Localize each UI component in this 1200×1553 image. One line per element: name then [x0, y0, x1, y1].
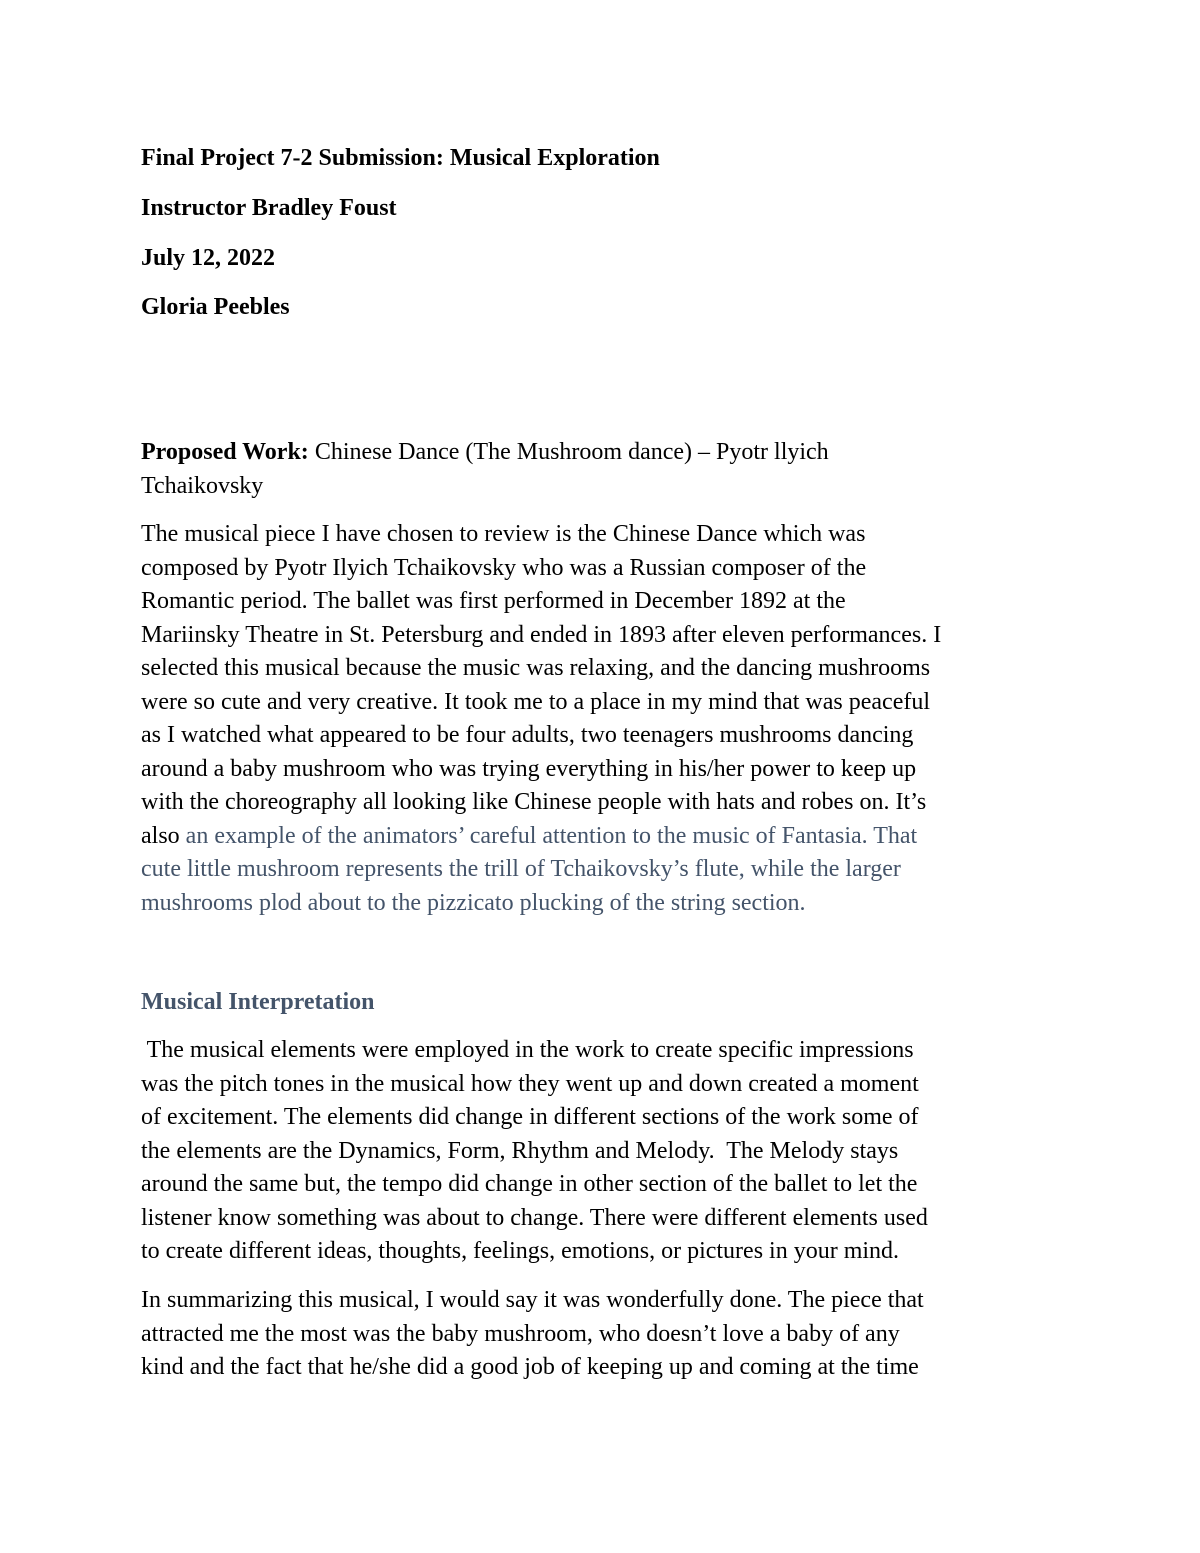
proposed-work-line-2: Tchaikovsky [141, 472, 264, 499]
review-paragraph [141, 518, 1071, 920]
paragraph-line-mixed [141, 820, 1071, 854]
proposed-work-line-1 [141, 436, 1071, 470]
paragraph-line: The musical elements were employed in the work to create specific impressions [141, 1037, 914, 1063]
paragraph-line: selected this musical because the music was relaxing, and the dancing mushrooms [141, 655, 931, 681]
paragraph-line: around the same but, the tempo did change in other section of the ballet to let the [141, 1171, 918, 1197]
instructor-line: Instructor Bradley Foust [141, 195, 397, 221]
paragraph-line: of excitement. The elements did change in different sections of the work some of [141, 1104, 919, 1130]
paragraph-line: listener know something was about to change. There were different elements used [141, 1204, 928, 1231]
section-heading-musical-interpretation: Musical Interpretation [141, 989, 375, 1015]
paragraph-line: The musical piece I have chosen to review is the Chinese Dance which was [141, 521, 866, 547]
paragraph-line: was the pitch tones in the musical how they went up and down created a moment [141, 1070, 919, 1097]
paragraph-line: kind and the fact that he/she did a good job of keeping up and coming at the time [141, 1354, 919, 1380]
author-line: Gloria Peebles [141, 294, 290, 320]
document-title: Final Project 7-2 Submission: Musical Exploration [141, 145, 660, 171]
proposed-work-paragraph [141, 436, 1071, 503]
summary-paragraph [141, 1284, 1071, 1385]
paragraph-line: composed by Pyotr Ilyich Tchaikovsky who was a Russian composer of the [141, 554, 867, 581]
proposed-work-text: Chinese Dance (The Mushroom dance) – Pyotr llyich [308, 439, 829, 465]
paragraph-line: attracted me the most was the baby mushroom, who doesn’t love a baby of any [141, 1320, 900, 1347]
paragraph-line: as I watched what appeared to be four adults, two teenagers mushrooms dancing [141, 722, 914, 748]
paragraph-text: also [141, 822, 186, 849]
paragraph-line: to create different ideas, thoughts, feelings, emotions, or pictures in your mind. [141, 1238, 900, 1264]
paragraph-line: the elements are the Dynamics, Form, Rhythm and Melody. The Melody stays [141, 1137, 899, 1164]
paragraph-line: were so cute and very creative. It took me to a place in my mind that was peaceful [141, 688, 931, 715]
paragraph-line: Mariinsky Theatre in St. Petersburg and ended in 1893 after eleven performances. I [141, 621, 942, 648]
quoted-line: cute little mushroom represents the trill of Tchaikovsky’s flute, while the larger [141, 856, 901, 882]
date-line: July 12, 2022 [141, 245, 276, 271]
paragraph-line: around a baby mushroom who was trying everything in his/her power to keep up [141, 755, 917, 782]
quoted-text: an example of the animators’ careful attention to the music of Fantasia. That [185, 822, 918, 849]
paragraph-line: Romantic period. The ballet was first performed in December 1892 at the [141, 588, 846, 614]
paragraph-line: In summarizing this musical, I would say it was wonderfully done. The piece that [141, 1287, 924, 1313]
proposed-work-label: Proposed Work: [141, 439, 309, 465]
paragraph-line: with the choreography all looking like Chinese people with hats and robes on. It’s [141, 789, 927, 815]
interpretation-paragraph [141, 1034, 1071, 1269]
quoted-line: mushrooms plod about to the pizzicato plucking of the string section. [141, 889, 806, 916]
